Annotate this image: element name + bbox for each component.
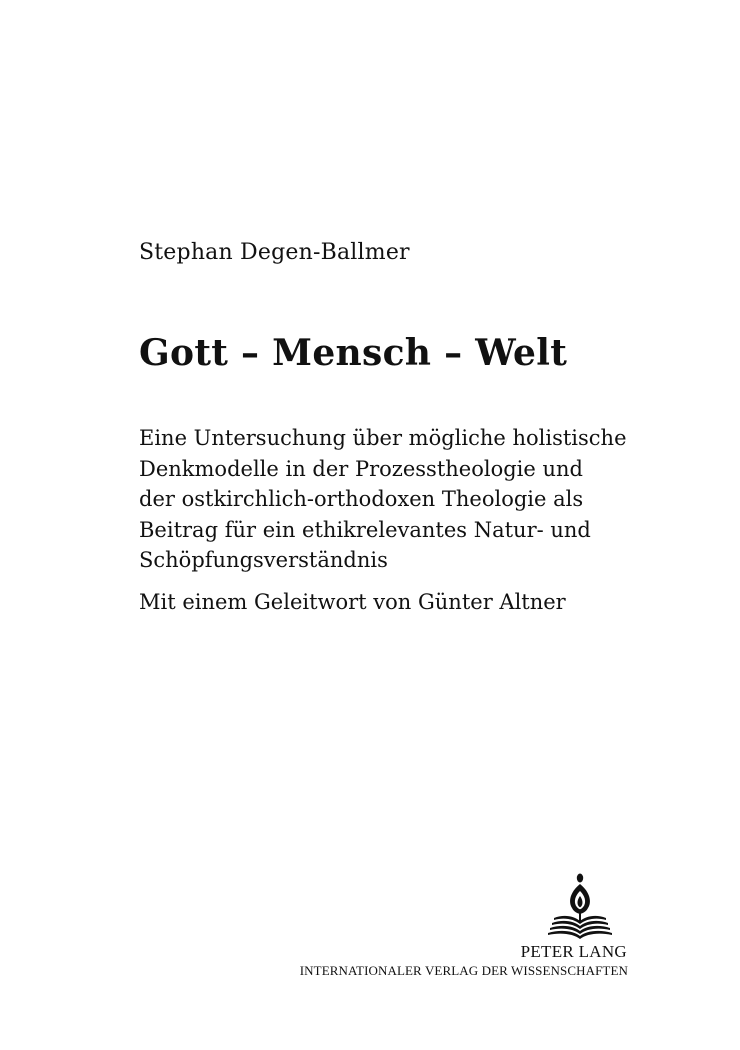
book-subtitle — [139, 423, 699, 576]
subtitle-line: Beitrag für ein ethikrelevantes Natur- und — [139, 517, 591, 542]
subtitle-line: der ostkirchlich-orthodoxen Theologie als — [139, 487, 584, 511]
book-title: Gott – Mensch – Welt — [139, 332, 568, 374]
author-name: Stephan Degen-Ballmer — [139, 240, 410, 265]
subtitle-line: Eine Untersuchung über mögliche holistische — [139, 426, 627, 450]
publisher-name: PETER LANG — [520, 942, 627, 961]
peter-lang-flame-book-icon — [548, 872, 612, 940]
foreword-note: Mit einem Geleitwort von Günter Altner — [139, 590, 566, 614]
subtitle-line: Schöpfungsverständnis — [139, 548, 388, 572]
subtitle-line: Denkmodelle in der Prozesstheologie und — [139, 456, 583, 481]
publisher-tagline: INTERNATIONALER VERLAG DER WISSENSCHAFTEN — [299, 963, 628, 978]
